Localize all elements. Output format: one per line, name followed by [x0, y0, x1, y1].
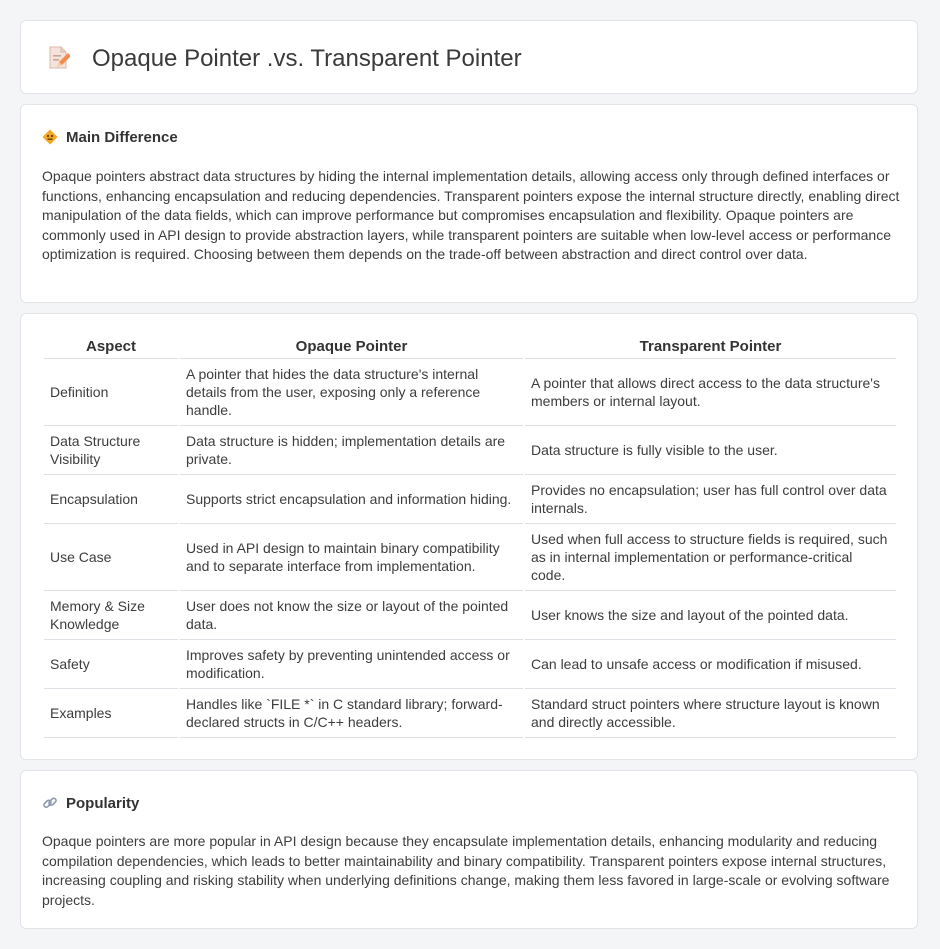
comparison-table-card — [20, 313, 918, 760]
transparent-cell: Used when full access to structure fields is required, such as in internal implementation or performance-critical code. — [525, 524, 896, 591]
title-card — [20, 20, 918, 94]
table-row — [44, 359, 896, 426]
transparent-cell: User knows the size and layout of the pointed data. — [525, 591, 896, 640]
transparent-cell: A pointer that allows direct access to the data structure's members or internal layout. — [525, 359, 896, 426]
page-title: Opaque Pointer .vs. Transparent Pointer — [92, 45, 522, 72]
aspect-cell: Data Structure Visibility — [44, 426, 178, 475]
transparent-cell: Can lead to unsafe access or modification if misused. — [525, 640, 896, 689]
table-header-row — [44, 334, 896, 359]
main-difference-text: Opaque pointers abstract data structures by hiding the internal implementation details, allowing access only through defined interfaces or functions, enhancing encapsulation and reducing dependencies. Transparent pointers expose the internal structure directly, enabling direct manipulation of the data fields, which can improve performance but compromises encapsulation and flexibility. Opaque pointers are commonly used in API design to provide abstraction layers, while transparent pointers are suitable when low-level access or performance optimization is required. Choosing between them depends on the trade-off between abstraction and direct control over data. — [42, 168, 900, 262]
popularity-card — [20, 770, 918, 929]
main-difference-header — [42, 126, 178, 148]
opaque-cell: Improves safety by preventing unintended access or modification. — [180, 640, 523, 689]
opaque-cell: Supports strict encapsulation and information hiding. — [180, 475, 523, 524]
opaque-cell: Used in API design to maintain binary compatibility and to separate interface from implementation. — [180, 524, 523, 591]
popularity-text: Opaque pointers are more popular in API design because they encapsulate implementation details, enhancing modularity and reducing compilation dependencies, which leads to better maintainability and binary compatibility. Transparent pointers expose internal structures, increasing coupling and risking stability when underlying definitions change, making them less favored in large-scale or evolving software projects. — [42, 833, 890, 908]
document-pencil-icon — [48, 46, 70, 70]
table-row — [44, 524, 896, 591]
aspect-cell: Memory & Size Knowledge — [44, 591, 178, 640]
opaque-cell: Data structure is hidden; implementation details are private. — [180, 426, 523, 475]
column-header-transparent: Transparent Pointer — [525, 334, 896, 359]
table-row — [44, 640, 896, 689]
table-row — [44, 426, 896, 475]
transparent-cell: Data structure is fully visible to the user. — [525, 426, 896, 475]
main-difference-heading: Main Difference — [66, 128, 178, 146]
table-row — [44, 689, 896, 738]
column-header-aspect: Aspect — [44, 334, 178, 359]
transparent-cell: Standard struct pointers where structure layout is known and directly accessible. — [525, 689, 896, 738]
aspect-cell: Examples — [44, 689, 178, 738]
link-icon — [42, 795, 58, 811]
popularity-header — [42, 792, 139, 814]
aspect-cell: Use Case — [44, 524, 178, 591]
transparent-cell: Provides no encapsulation; user has full control over data internals. — [525, 475, 896, 524]
aspect-cell: Definition — [44, 359, 178, 426]
opaque-cell: User does not know the size or layout of the pointed data. — [180, 591, 523, 640]
aspect-cell: Safety — [44, 640, 178, 689]
aspect-cell: Encapsulation — [44, 475, 178, 524]
table-row — [44, 591, 896, 640]
opaque-cell: A pointer that hides the data structure's internal details from the user, exposing only a reference handle. — [180, 359, 523, 426]
column-header-opaque: Opaque Pointer — [180, 334, 523, 359]
diamond-icon — [42, 129, 58, 145]
comparison-table — [42, 334, 898, 738]
popularity-heading: Popularity — [66, 794, 140, 812]
table-row — [44, 475, 896, 524]
opaque-cell: Handles like `FILE *` in C standard library; forward-declared structs in C/C++ headers. — [180, 689, 523, 738]
main-difference-card — [20, 104, 918, 303]
